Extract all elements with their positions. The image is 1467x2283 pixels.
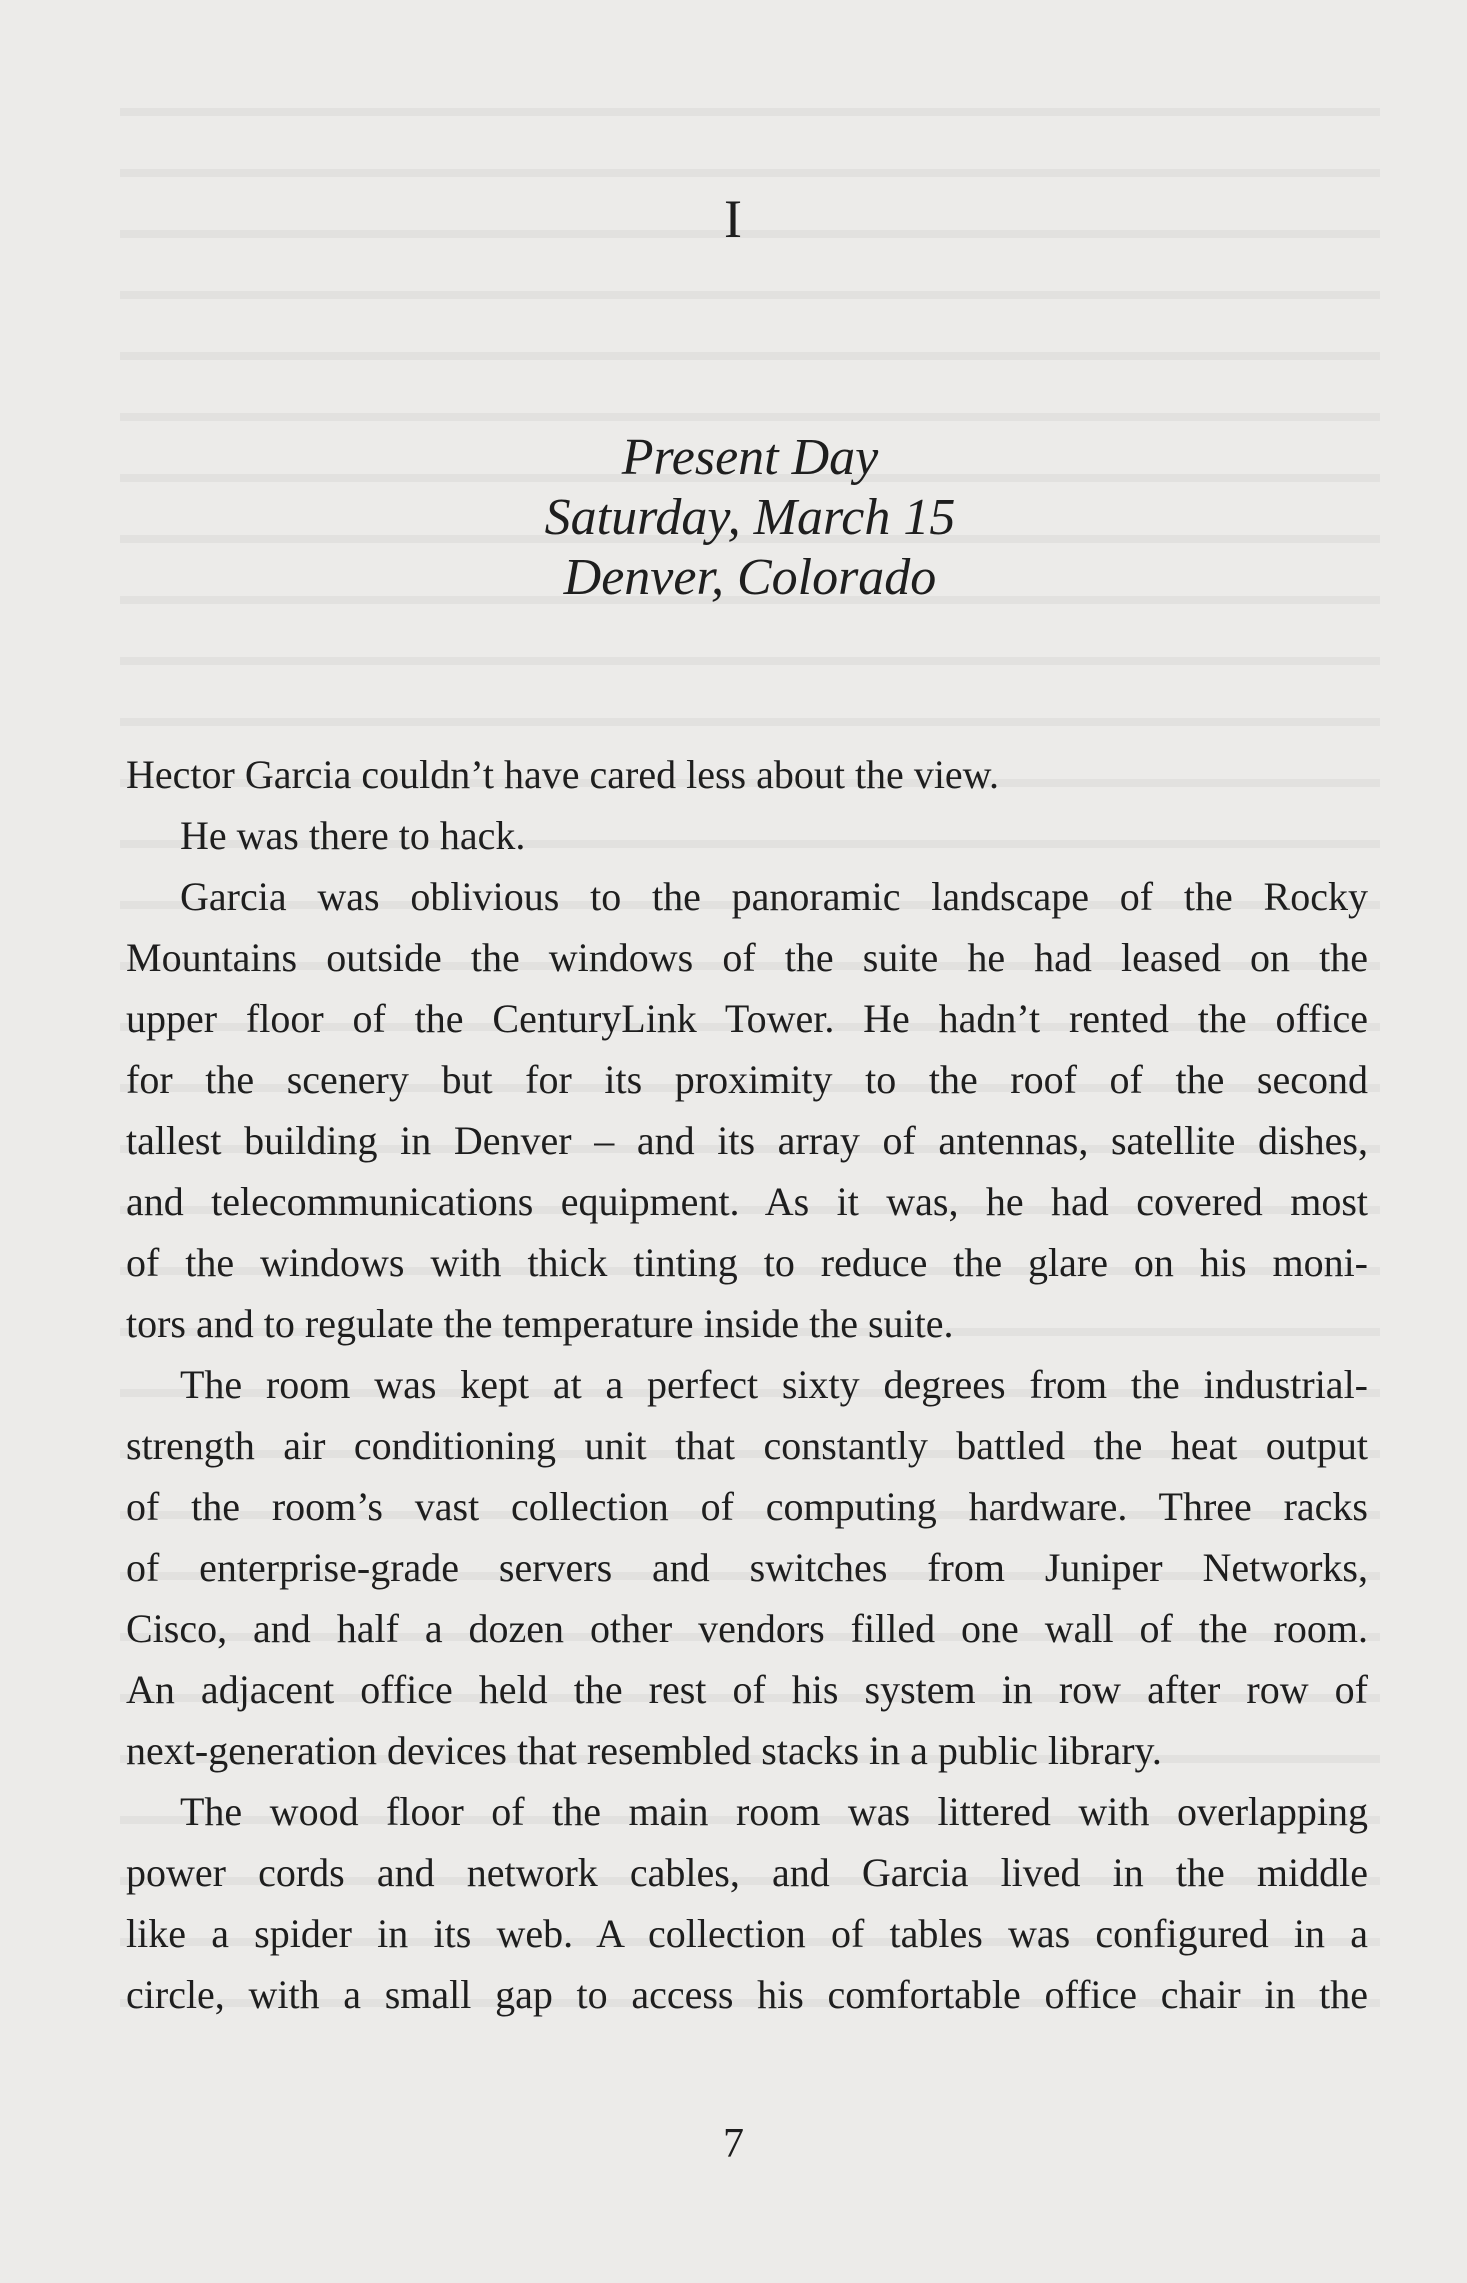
text-line: strength air conditioning unit that constantly battled the heat output <box>126 1423 1368 1468</box>
text-line: of enterprise-grade servers and switches from Juniper Networks, <box>126 1545 1368 1590</box>
chapter-number: I <box>724 189 743 249</box>
text-line: and telecommunications equipment. As it was, he had covered most <box>126 1179 1368 1224</box>
text-line: Mountains outside the windows of the suite he had leased on the <box>126 935 1368 980</box>
heading-date: Saturday, March 15 <box>544 489 956 546</box>
text-line: The room was kept at a perfect sixty degrees from the industrial- <box>180 1362 1368 1407</box>
text-line: He was there to hack. <box>180 813 526 858</box>
heading-era: Present Day <box>621 429 879 486</box>
text-line: tors and to regulate the temperature inside the suite. <box>126 1301 954 1346</box>
page-number: 7 <box>723 2121 744 2167</box>
text-line: Hector Garcia couldn’t have cared less about the view. <box>126 752 999 797</box>
text-line: The wood floor of the main room was littered with overlapping <box>180 1789 1368 1834</box>
text-line: of the windows with thick tinting to reduce the glare on his moni- <box>126 1240 1368 1285</box>
text-line: upper floor of the CenturyLink Tower. He hadn’t rented the office <box>126 996 1368 1041</box>
text-line: tallest building in Denver – and its array of antennas, satellite dishes, <box>126 1118 1368 1163</box>
text-line: next-generation devices that resembled stacks in a public library. <box>126 1728 1162 1773</box>
text-line: An adjacent office held the rest of his system in row after row of <box>126 1667 1368 1712</box>
body-text <box>126 744 1368 2025</box>
text-line: like a spider in its web. A collection of tables was configured in a <box>126 1911 1368 1956</box>
text-line: Cisco, and half a dozen other vendors filled one wall of the room. <box>126 1606 1368 1651</box>
text-line: Garcia was oblivious to the panoramic landscape of the Rocky <box>180 874 1368 919</box>
text-line: power cords and network cables, and Garcia lived in the middle <box>126 1850 1368 1895</box>
text-line: circle, with a small gap to access his comfortable office chair in the <box>126 1972 1368 2017</box>
heading-location: Denver, Colorado <box>563 549 937 606</box>
text-line: for the scenery but for its proximity to the roof of the second <box>126 1057 1368 1102</box>
chapter-heading <box>0 428 1467 608</box>
text-line: of the room’s vast collection of computing hardware. Three racks <box>126 1484 1368 1529</box>
